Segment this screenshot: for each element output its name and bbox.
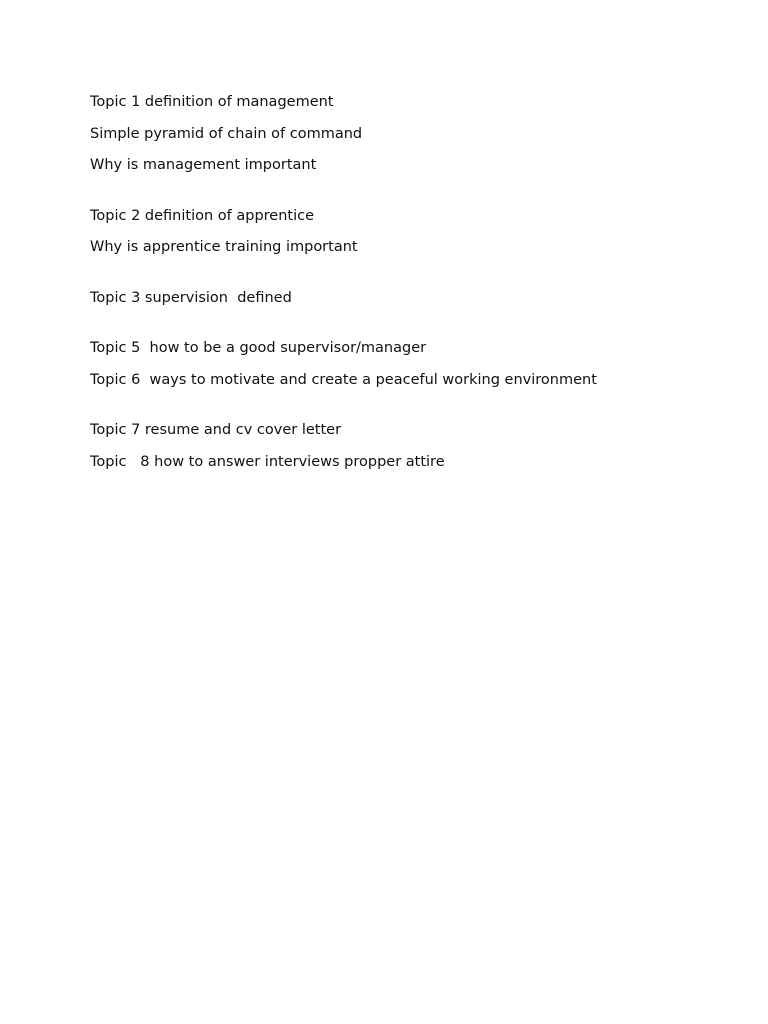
topic-block-5 <box>90 420 730 472</box>
text-line: Topic 3 supervision defined <box>90 289 292 306</box>
text-line: Topic 8 how to answer interviews propper attire <box>90 453 445 470</box>
topic-block-3 <box>90 288 730 308</box>
topic-block-2 <box>90 206 730 258</box>
text-line: Why is apprentice training important <box>90 239 358 255</box>
topic-block-1 <box>90 92 730 175</box>
topic-block-4 <box>90 338 730 390</box>
text-line: Topic 7 resume and cv cover letter <box>90 422 342 438</box>
document-body <box>90 92 730 502</box>
text-line: Why is management important <box>90 157 317 173</box>
text-line: Simple pyramid of chain of command <box>90 125 363 142</box>
text-line: Topic 6 ways to motivate and create a peaceful working environment <box>90 371 597 388</box>
text-line: Topic 1 definition of management <box>90 94 334 110</box>
text-line: Topic 5 how to be a good supervisor/manager <box>90 340 427 356</box>
text-line: Topic 2 definition of apprentice <box>90 207 315 224</box>
